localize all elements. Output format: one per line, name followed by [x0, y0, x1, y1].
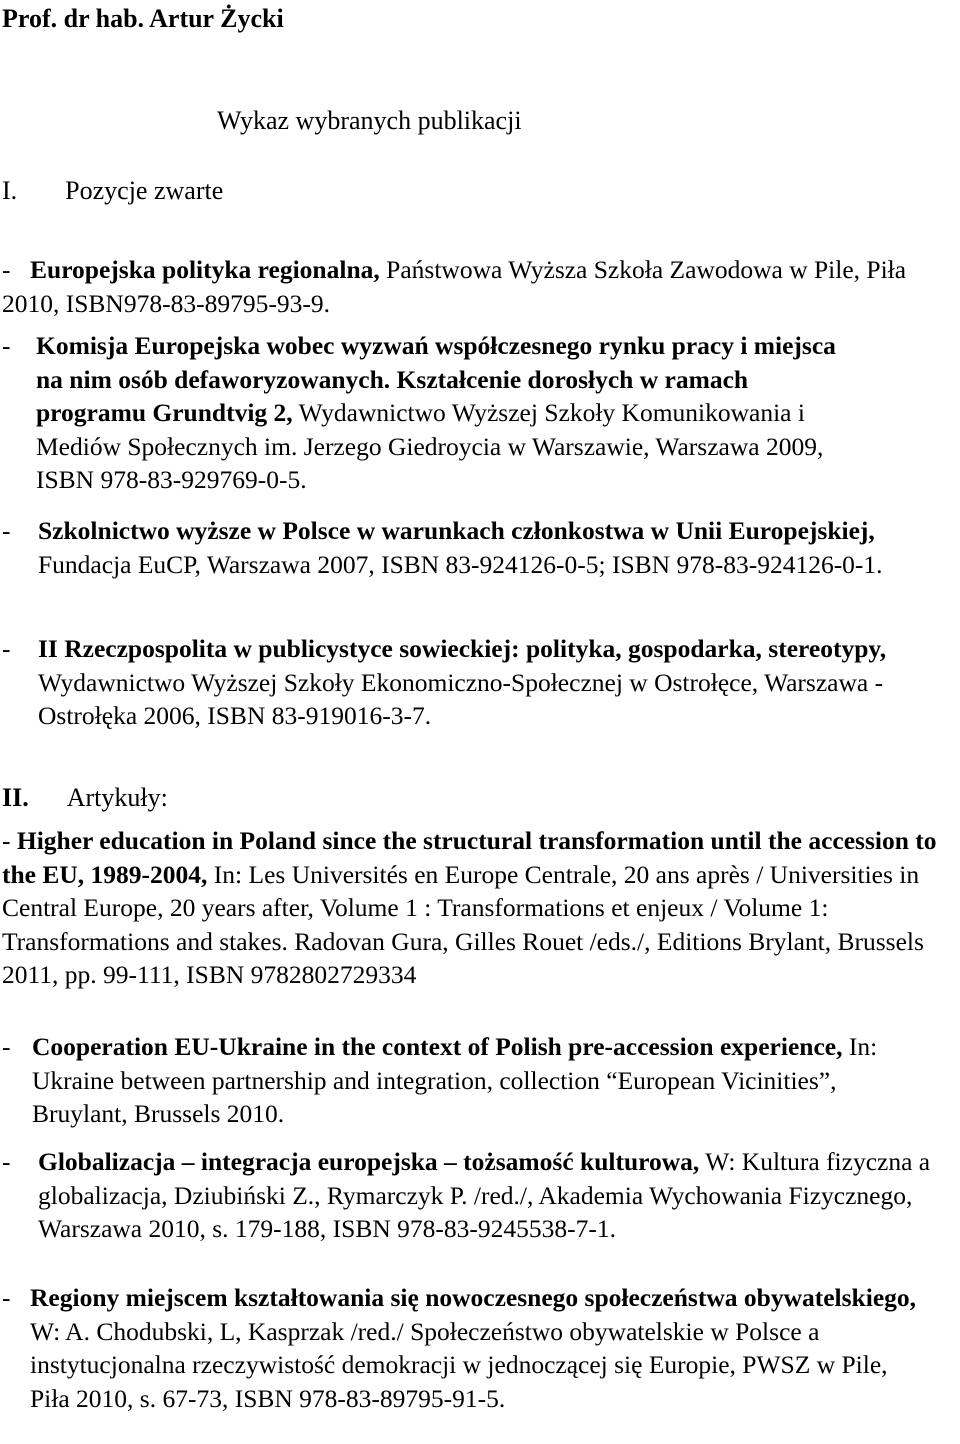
- section-heading-1: [2, 174, 223, 208]
- publication-title: Cooperation EU-Ukraine in the context of Polish pre-accession experience,: [32, 1032, 843, 1061]
- publication-title: Higher education in Poland since the structural transformation until the accession to the EU, 1989-2004,: [2, 826, 937, 889]
- entry-dash: -: [2, 826, 11, 855]
- section-title: Pozycje zwarte: [65, 176, 224, 205]
- publication-entry: [2, 1281, 922, 1415]
- publication-entry: [2, 329, 862, 497]
- entry-dash: -: [2, 1032, 11, 1061]
- publication-entry: [2, 1145, 952, 1246]
- entry-dash: -: [2, 331, 11, 360]
- entry-dash: -: [2, 1147, 11, 1176]
- publication-entry: [2, 253, 942, 320]
- publication-title: Globalizacja – integracja europejska – tożsamość kulturowa,: [38, 1147, 700, 1176]
- section-number: II.: [2, 783, 29, 812]
- entry-dash: -: [2, 1283, 11, 1312]
- publication-title: Komisja Europejska wobec wyzwań współczesnego rynku pracy i miejsca na nim osób defaworyzowanych. Kształcenie dorosłych w ramach programu Grundtvig 2,: [36, 331, 836, 427]
- publication-title: Regiony miejscem kształtowania się nowoczesnego społeczeństwa obywatelskiego,: [30, 1283, 917, 1312]
- publication-entry: [2, 824, 957, 992]
- publication-title: Szkolnictwo wyższe w Polsce w warunkach członkostwa w Unii Europejskiej,: [38, 516, 875, 545]
- document-title: Wykaz wybranych publikacji: [217, 106, 522, 135]
- publication-details: Wydawnictwo Wyższej Szkoły Ekonomiczno-Społecznej w Ostrołęce, Warszawa - Ostrołęka 2006, ISBN 83-919016-3-7.: [38, 667, 884, 730]
- entry-dash: -: [2, 255, 11, 284]
- section-number: I.: [2, 176, 18, 205]
- section-title: Artykuły:: [66, 783, 168, 812]
- publication-details: In: Ukraine between partnership and integration, collection “European Vicinities”, Bruylant, Brussels 2010.: [32, 1032, 878, 1128]
- publication-details: Wydawnictwo Wyższej Szkoły Komunikowania i Mediów Społecznych im. Jerzego Giedroycia w Warszawie, Warszawa 2009, ISBN 978-83-929769-0-5.: [36, 398, 824, 494]
- publication-title: Europejska polityka regionalna,: [30, 255, 380, 284]
- section-heading-2: [2, 781, 168, 815]
- publication-entry: [2, 514, 952, 581]
- publication-details: Państwowa Wyższa Szkoła Zawodowa w Pile, Piła 2010, ISBN978-83-89795-93-9.: [2, 255, 907, 318]
- publication-details: In: Les Universités en Europe Centrale, 20 ans après / Universities in Central Europe, 20 years after, Volume 1 : Transformations et enjeux / Volume 1: Transformations and stakes. Radovan Gura, Gilles Rouet /eds./, Editions Brylant, Brussels 2011, pp. 99-111, ISBN 9782802729334: [2, 859, 924, 989]
- publication-entry: [2, 632, 952, 733]
- publication-details: Fundacja EuCP, Warszawa 2007, ISBN 83-924126-0-5; ISBN 978-83-924126-0-1.: [38, 549, 883, 579]
- publication-details: W: A. Chodubski, L, Kasprzak /red./ Społeczeństwo obywatelskie w Polsce a instytucjonalna rzeczywistość demokracji w jednoczącej się Europie, PWSZ w Pile, Piła 2010, s. 67-73, ISBN 978-83-89795-91-5.: [30, 1316, 888, 1413]
- entry-dash: -: [2, 634, 11, 663]
- publication-details: W: Kultura fizyczna a globalizacja, Dziubiński Z., Rymarczyk P. /red./, Akademia Wychowania Fizycznego, Warszawa 2010, s. 179-188, ISBN 978-83-9245538-7-1.: [38, 1147, 931, 1243]
- publication-entry: [2, 1030, 882, 1131]
- author-name: Prof. dr hab. Artur Życki: [2, 4, 284, 33]
- publication-title: II Rzeczpospolita w publicystyce sowieckiej: polityka, gospodarka, stereotypy,: [38, 634, 887, 663]
- entry-dash: -: [2, 516, 11, 545]
